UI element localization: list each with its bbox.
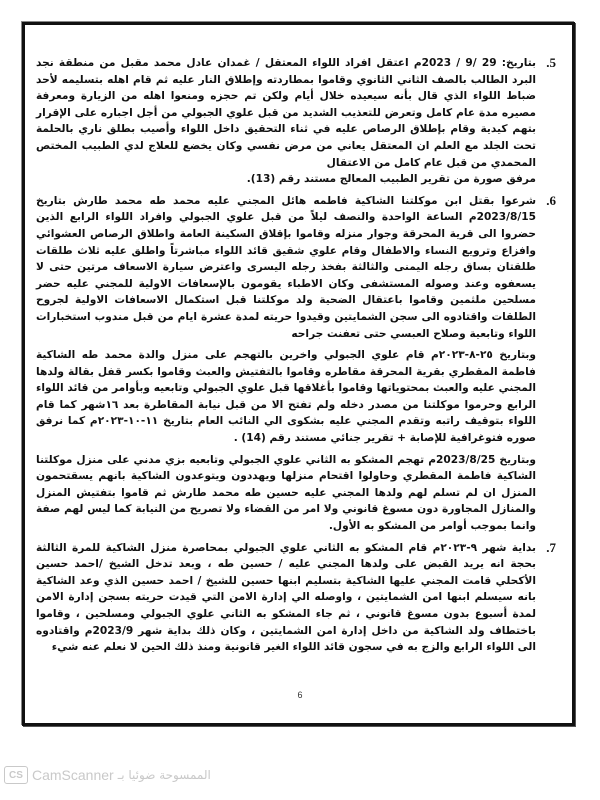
item-paragraph: وبتاريخ ٢٥-٨-٢٠٢٣م قام علوي الجبولي واخرين بالتهجم على منزل والدة محمد طه الشاكية فاطمة المقطري بقرية المحرقة مقاطره وقاموا بالتفتيش والعبث وقاموا بكسر قفل بقالة ولدها المجني عليه والعبث بمحتوياتها وقاموا بأغلاقها قبل علوي الجبولي وتابعيه وبأوامر من قائد اللواء الرابع وحرموا موكلتنا من مصدر دخله ولم تفتح الا من قبل نيابة المقاطرة بعد ١٦شهر كما قام اللواء بتوقيف راتبه وتقدم المجني عليه بشكوى الي النائب العام بتاريخ ١١-١٠-٢٠٢٣م كما نرفق صوره فتوغرافية للإصابة + تقرير جنائي مستند رقم (14) . [36, 349, 536, 445]
item-paragraph: بداية شهر ٩-٢٠٢٣م قام المشكو به الثاني علوي الجبولي بمحاصرة منزل الشاكية للمرة الثالثة بحجة انه يريد القبض على ولدها المجني عليه / حسين طه ، وبعد تدخل الشيخ /احمد حسين الأكحلي قامت المجني عليها الشاكية بتسليم ابنها حسين للشيخ / احمد حسين الذي وعد الشاكية بانه سيسلم ابنها امن الشمايتين ، واوصله الي إدارة الامن التي قيدت حريته بسجن إدارة الامن لمدة أسبوع بدون مسوغ قانوني ، ثم جاء المشكو به الثاني علوي الجبولي ومسلحين ، وقاموا باختطاف ولد الشاكية من داخل إدارة امن الشمايتين ، وكان ذلك بداية شهر 2023/9م واقتادوه الى اللواء الرابع والزج به في سجون قائد اللواء الغير قانونية ومنذ ذلك الحين لا نعلم عنه شيء [36, 541, 537, 654]
watermark-arabic-text: الممسوحة ضوئيا بـ [117, 768, 211, 782]
sub-paragraph [36, 452, 556, 535]
document-body [36, 55, 556, 661]
list-item-7 [36, 540, 556, 656]
sub-paragraph [36, 347, 556, 447]
list-item-6 [36, 193, 556, 342]
item-number: 5. [546, 55, 556, 70]
item-paragraph: شرعوا بقتل ابن موكلتنا الشاكية فاطمه هائل المجني عليه محمد طه محمد طارش بتاريخ 2023/8/15م الساعة الواحدة والنصف ليلاً من قبل علوي الجبولي وافراد اللواء الرابع الذين حضروا الى قرية المحرقة وجوار منزله وقاموا بإقلاق السكينة العامة واطلاق الرصاص العشوائي وافزاع وترويع النساء والاطفال وقام علوي شقيق قائد اللواء مباشرتاً واطلق عليه ثلاث طلقات طلقتان بساق رجله اليمنى والثالثة بفخذ رجله اليسرى واعترض سيارة الاسعاف مرتين حتى لا يسعفوه وعند وصوله المستشفى وكان الاطباء يقومون بالإسعافات الاولية للمجني عليه حضر مسلحين ملثمين وقاموا باعتقال الضحية ولد موكلتنا قبل استكمال الاسعافات الاولية لجروح الطلقات واقتادوه الى سجن الشمايتين وقيدوا حريته لمدة عشرة ايام من قبل مندوب استخبارات اللواء وتابعية وصلاح العبسي حتى تعفنت جراحه [36, 194, 536, 340]
page-number: 6 [297, 690, 303, 700]
camscanner-watermark [4, 766, 211, 784]
item-paragraph: وبتاريخ 2023/8/25م تهجم المشكو به الثاني علوي الجبولي وتابعيه بزي مدني على منزل موكلتنا الشاكية فاطمة المقطري وحاولوا اقتحام منزلها ويهددون ويتوعدون الشاكية بانهم يسقتحمون المنزل ان لم تسلم لهم ولدها المجني عليه حسين طه محمد طارش ثم قاموا بتفتيش المنزل والمنازل المجاورة دون مسوغ قانوني ولا امر من القضاء ولا تصريح من النيابة كما ليس لهم صفة وانما بموجب أوامر من المشكو به الأول. [36, 453, 537, 533]
item-number: 6. [546, 192, 556, 208]
watermark-brand: CamScanner [32, 767, 114, 783]
item-number: 7. [546, 539, 556, 555]
camscanner-logo-icon: CS [4, 766, 28, 784]
item-paragraph: بتاريخ: 29 /9 / 2023م اعتقل افراد اللواء المعتقل / غمدان عادل محمد مقبل من منطقة نجد البرد الطالب بالصف الثاني الثانوي وقاموا بمطاردته وإطلاق النار عليه ثم قام اهله بتسليمه لأحد ضباط اللواء الذي قال بأنه سيعيده خلال أيام ولكن تم حجزه ومنعوا اهله من الزيارة ومعرفة مصيره مدة عام كامل وتعرض للتعذيب الشديد من قبل علوي الجبولي من أجل اجباره على الإقرار بتهم كيدية وقام بإطلاق الرصاص عليه في ثناء التحقيق داخل اللواء وأصيب بطلق ناري بالحلمة تحت الجلد مع العلم ان المعتقل يعاني من مرض نفسي وكان يخضع للعلاج لدي الطبيب المختص المحمدي من قبل عام كامل من الاعتقال [36, 57, 537, 169]
list-item-5 [36, 55, 556, 188]
attachment-note: مرفق صورة من تقرير الطبيب المعالج مستند رقم (13). [246, 173, 536, 186]
